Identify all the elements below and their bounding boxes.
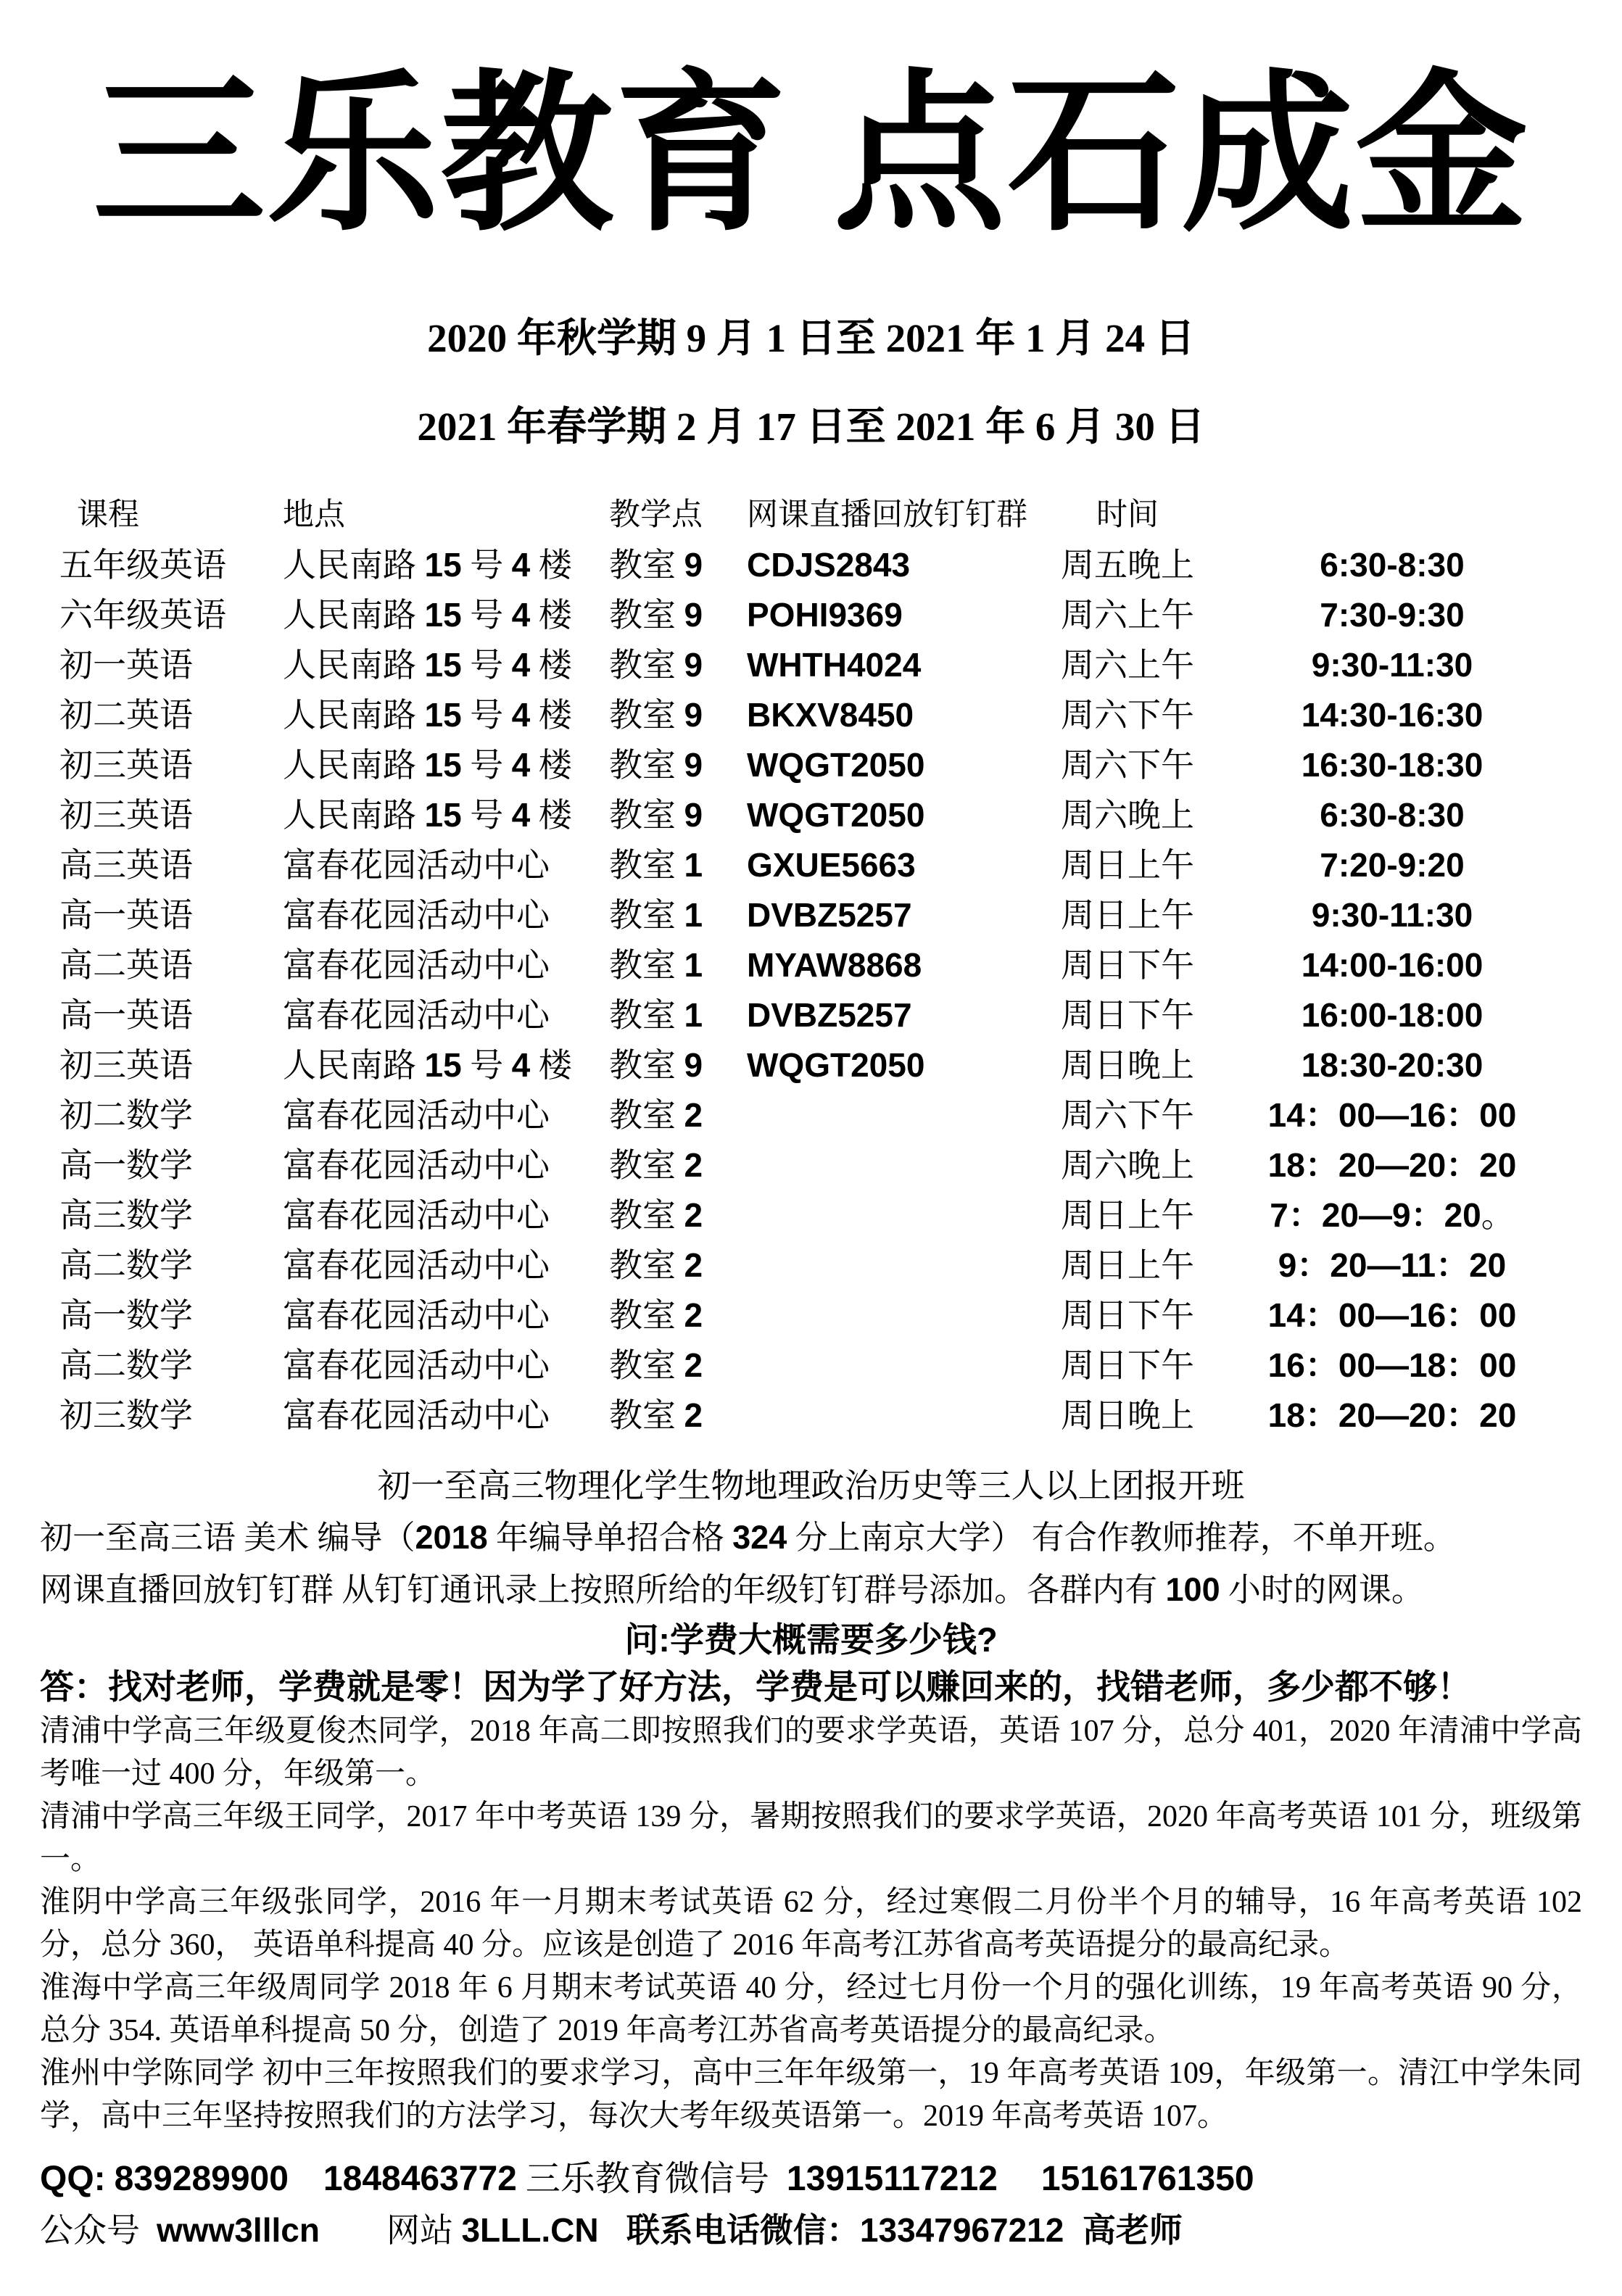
semester-dates <box>0 294 1622 471</box>
cell-time: 9:30-11:30 <box>1311 896 1473 934</box>
col-header-spacer <box>1225 490 1559 540</box>
table-row <box>59 640 1622 690</box>
cell-time: 9：20—11：20 <box>1278 1246 1507 1284</box>
semester-line-fall: 2020 年秋学期 9 月 1 日至 2021 年 1 月 24 日 <box>427 316 1195 360</box>
cell-day: 周日上午 <box>1061 1197 1194 1234</box>
cell-group <box>747 1240 1030 1290</box>
cell-course: 初三英语 <box>59 1047 193 1084</box>
cell-group <box>747 1090 1030 1140</box>
cell-location: 人民南路 15 号 4 楼 <box>283 546 572 584</box>
cell-time: 14：00—16：00 <box>1267 1296 1517 1334</box>
cell-time: 7:30-9:30 <box>1320 596 1465 634</box>
col-header-location: 地点 <box>283 498 345 532</box>
cell-location: 富春花园活动中心 <box>283 947 550 984</box>
cell-group: WHTH4024 <box>747 646 922 684</box>
cell-day: 周六上午 <box>1061 597 1194 634</box>
table-row <box>59 1140 1622 1190</box>
cell-time: 7:20-9:20 <box>1320 846 1465 884</box>
official-account-label: 公众号 <box>40 2212 157 2249</box>
cell-group: DVBZ5257 <box>747 996 912 1034</box>
cell-day: 周日下午 <box>1061 947 1194 984</box>
testimonial-paragraph: 清浦中学高三年级王同学，2017 年中考英语 139 分，暑期按照我们的要求学英语，2020 年高考英语 101 分，班级第一。 <box>40 1800 1582 1876</box>
phone-wechat-contact: 联系电话微信：13347967212 高老师 <box>598 2211 1183 2249</box>
table-row <box>59 1190 1622 1240</box>
cell-group <box>747 1190 1030 1240</box>
cell-room: 教室 2 <box>609 1296 703 1334</box>
table-row <box>59 590 1622 640</box>
cell-time: 16：00—18：00 <box>1267 1346 1517 1384</box>
group-enrollment-note: 初一至高三物理化学生物地理政治历史等三人以上团报开班 <box>377 1467 1245 1504</box>
testimonial-paragraph: 淮阴中学高三年级张同学，2016 年一月期末考试英语 62 分，经过寒假二月份半个月的辅导，16 年高考英语 102 分，总分 360， 英语单科提高 40 分。应该是创造了 2016 年高考江苏省高考英语提分的最高纪录。 <box>40 1886 1582 1962</box>
cell-course: 高一英语 <box>59 997 193 1034</box>
cell-course: 初二英语 <box>59 697 193 734</box>
cell-course: 高二数学 <box>59 1247 193 1284</box>
course-table <box>0 490 1622 1441</box>
cell-room: 教室 9 <box>609 596 703 634</box>
cell-room: 教室 2 <box>609 1196 703 1234</box>
cell-location: 富春花园活动中心 <box>283 1097 550 1134</box>
testimonial-paragraph: 淮海中学高三年级周同学 2018 年 6 月期末考试英语 40 分，经过七月份一个月的强化训练，19 年高考英语 90 分， 总分 354. 英语单科提高 50 分，创造了 2019 年高考江苏省高考英语提分的最高纪录。 <box>40 1971 1582 2047</box>
cell-room: 教室 2 <box>609 1096 703 1134</box>
cell-group: WQGT2050 <box>747 1046 925 1084</box>
cell-group: MYAW8868 <box>747 946 922 984</box>
qq-contact-line: QQ: 839289900 1848463772 三乐教育微信号 13915117212 15161761350 <box>40 2160 1254 2198</box>
cell-course: 高三数学 <box>59 1197 193 1234</box>
cell-room: 教室 2 <box>609 1346 703 1384</box>
official-account-id: www3lllcn <box>157 2211 320 2249</box>
col-header-dingtalk-group: 网课直播回放钉钉群 <box>747 498 1027 532</box>
cell-room: 教室 9 <box>609 546 703 584</box>
cell-course: 高一数学 <box>59 1297 193 1334</box>
cell-location: 富春花园活动中心 <box>283 1397 550 1434</box>
cell-group: BKXV8450 <box>747 696 914 734</box>
cell-course: 高三英语 <box>59 847 193 884</box>
cell-course: 初一英语 <box>59 647 193 684</box>
cell-group: POHI9369 <box>747 596 903 634</box>
dingtalk-note: 网课直播回放钉钉群 从钉钉通讯录上按照所给的年级钉钉群号添加。各群内有 100 小时的网课。 <box>40 1571 1424 1608</box>
table-row <box>59 790 1622 840</box>
cell-day: 周日下午 <box>1061 1297 1194 1334</box>
cell-day: 周六下午 <box>1061 1097 1194 1134</box>
cell-room: 教室 9 <box>609 646 703 684</box>
cell-course: 初三英语 <box>59 747 193 784</box>
cell-group <box>747 1391 1030 1441</box>
cell-day: 周日上午 <box>1061 847 1194 884</box>
tuition-answer: 答：找对老师，学费就是零！因为学了好方法，学费是可以赚回来的，找错老师，多少都不够！ <box>40 1667 1471 1706</box>
cell-day: 周六上午 <box>1061 647 1194 684</box>
col-header-time: 时间 <box>1096 498 1159 532</box>
cell-location: 人民南路 15 号 4 楼 <box>283 696 572 734</box>
cell-group: DVBZ5257 <box>747 896 912 934</box>
cell-day: 周日上午 <box>1061 1247 1194 1284</box>
cell-day: 周六下午 <box>1061 697 1194 734</box>
table-row <box>59 1090 1622 1140</box>
cell-day: 周六下午 <box>1061 747 1194 784</box>
cell-location: 富春花园活动中心 <box>283 1197 550 1234</box>
cell-location: 人民南路 15 号 4 楼 <box>283 796 572 834</box>
table-row <box>59 990 1622 1040</box>
table-row <box>59 1340 1622 1391</box>
cell-group: CDJS2843 <box>747 546 911 584</box>
web-contact-line <box>0 2205 1622 2256</box>
cell-location: 富春花园活动中心 <box>283 997 550 1034</box>
cell-day: 周日上午 <box>1061 897 1194 934</box>
table-row <box>59 1040 1622 1090</box>
cell-day: 周六晚上 <box>1061 1147 1194 1184</box>
art-program-note: 初一至高三语 美术 编导（2018 年编导单招合格 324 分上南京大学） 有合作教师推荐，不单开班。 <box>40 1519 1456 1556</box>
cell-time: 14:30-16:30 <box>1301 696 1484 734</box>
testimonial-paragraph: 清浦中学高三年级夏俊杰同学，2018 年高二即按照我们的要求学英语，英语 107 分，总分 401，2020 年清浦中学高考唯一过 400 分，年级第一。 <box>40 1715 1582 1791</box>
table-row <box>59 840 1622 890</box>
course-table-body <box>59 540 1622 1441</box>
cell-day: 周日下午 <box>1061 1347 1194 1384</box>
website-url: 3LLL.CN <box>461 2211 599 2249</box>
cell-room: 教室 1 <box>609 846 703 884</box>
cell-time: 18：20—20：20 <box>1267 1396 1517 1434</box>
cell-day: 周日晚上 <box>1061 1047 1194 1084</box>
cell-day: 周日下午 <box>1061 997 1194 1034</box>
website-label: 网站 <box>319 2212 462 2249</box>
cell-room: 教室 1 <box>609 946 703 984</box>
cell-location: 富春花园活动中心 <box>283 847 550 884</box>
cell-time: 6:30-8:30 <box>1320 796 1465 834</box>
cell-day: 周六晚上 <box>1061 797 1194 834</box>
table-row <box>59 1290 1622 1340</box>
cell-group <box>747 1340 1030 1391</box>
cell-room: 教室 9 <box>609 796 703 834</box>
cell-course: 初三英语 <box>59 797 193 834</box>
cell-room: 教室 9 <box>609 1046 703 1084</box>
cell-group: WQGT2050 <box>747 796 925 834</box>
table-row <box>59 1240 1622 1290</box>
cell-time: 18：20—20：20 <box>1267 1146 1517 1184</box>
page-title: 三乐教育 点石成金 <box>92 61 1530 252</box>
cell-course: 高一英语 <box>59 897 193 934</box>
cell-room: 教室 2 <box>609 1246 703 1284</box>
table-row <box>59 890 1622 940</box>
cell-time: 14：00—16：00 <box>1267 1096 1517 1134</box>
cell-room: 教室 9 <box>609 746 703 784</box>
cell-location: 人民南路 15 号 4 楼 <box>283 596 572 634</box>
cell-location: 富春花园活动中心 <box>283 1247 550 1284</box>
cell-time: 16:30-18:30 <box>1301 746 1484 784</box>
cell-course: 五年级英语 <box>59 547 226 584</box>
cell-course: 初二数学 <box>59 1097 193 1134</box>
cell-course: 初三数学 <box>59 1397 193 1434</box>
cell-course: 高二英语 <box>59 947 193 984</box>
cell-group <box>747 1140 1030 1190</box>
cell-time: 7：20—9：20。 <box>1270 1196 1515 1234</box>
cell-time: 9:30-11:30 <box>1311 646 1473 684</box>
cell-location: 富春花园活动中心 <box>283 1347 550 1384</box>
cell-room: 教室 2 <box>609 1396 703 1434</box>
table-row <box>59 540 1622 590</box>
cell-day: 周五晚上 <box>1061 547 1194 584</box>
table-row <box>59 940 1622 990</box>
cell-time: 14:00-16:00 <box>1301 946 1484 984</box>
cell-day: 周日晚上 <box>1061 1397 1194 1434</box>
cell-location: 富春花园活动中心 <box>283 897 550 934</box>
cell-group: WQGT2050 <box>747 746 925 784</box>
testimonial-paragraph: 淮州中学陈同学 初中三年按照我们的要求学习，高中三年年级第一，19 年高考英语 109，年级第一。清江中学朱同学，高中三年坚持按照我们的方法学习，每次大考年级英语第一。2019 年高考英语 107。 <box>40 2057 1582 2133</box>
cell-room: 教室 9 <box>609 696 703 734</box>
semester-line-spring: 2021 年春学期 2 月 17 日至 2021 年 6 月 30 日 <box>417 405 1205 449</box>
cell-location: 富春花园活动中心 <box>283 1297 550 1334</box>
cell-room: 教室 1 <box>609 896 703 934</box>
cell-group <box>747 1290 1030 1340</box>
cell-time: 18:30-20:30 <box>1301 1046 1484 1084</box>
table-row <box>59 690 1622 740</box>
cell-course: 高一数学 <box>59 1147 193 1184</box>
cell-room: 教室 1 <box>609 996 703 1034</box>
cell-room: 教室 2 <box>609 1146 703 1184</box>
table-row <box>59 740 1622 790</box>
cell-group: GXUE5663 <box>747 846 916 884</box>
table-header-row <box>59 490 1622 540</box>
cell-location: 富春花园活动中心 <box>283 1147 550 1184</box>
cell-time: 6:30-8:30 <box>1320 546 1465 584</box>
tuition-question: 问:学费大概需要多少钱? <box>624 1620 998 1659</box>
cell-time: 16:00-18:00 <box>1301 996 1484 1034</box>
cell-course: 高二数学 <box>59 1347 193 1384</box>
cell-course: 六年级英语 <box>59 597 226 634</box>
cell-location: 人民南路 15 号 4 楼 <box>283 746 572 784</box>
cell-location: 人民南路 15 号 4 楼 <box>283 1046 572 1084</box>
table-row <box>59 1391 1622 1441</box>
col-header-course: 课程 <box>77 498 139 532</box>
col-header-classroom: 教学点 <box>609 498 703 532</box>
cell-location: 人民南路 15 号 4 楼 <box>283 646 572 684</box>
testimonials-section <box>0 1710 1622 2138</box>
